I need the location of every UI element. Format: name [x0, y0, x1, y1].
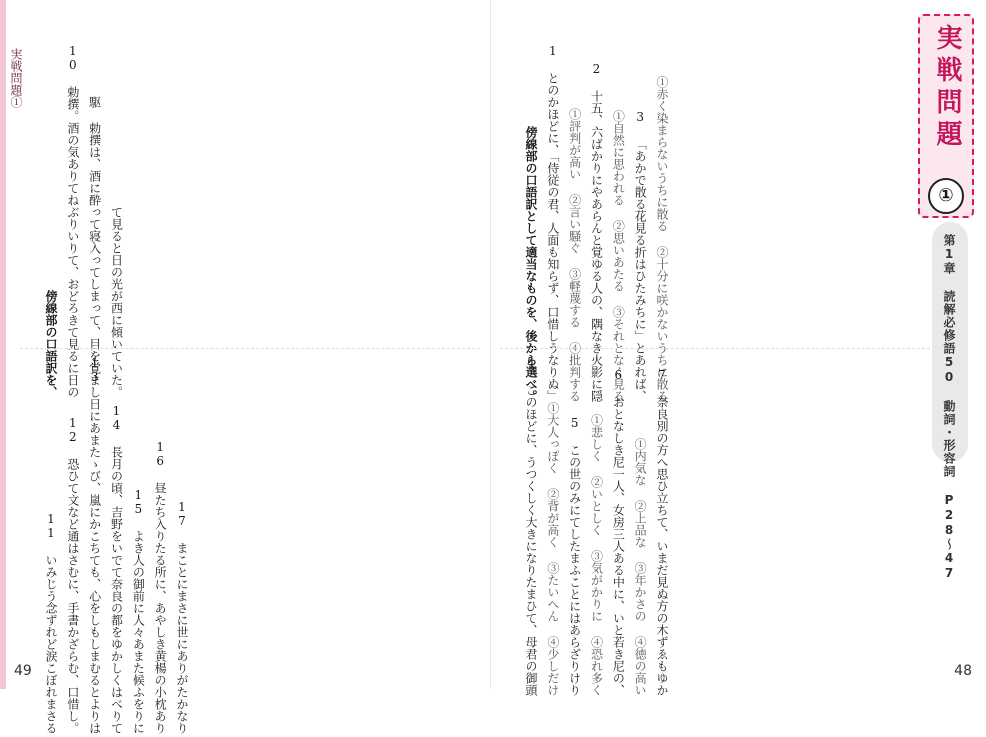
- left-top-item-3: て見ると日の光が西に傾いていた。: [109, 206, 124, 398]
- page-number-left: 49: [14, 663, 32, 679]
- left-bottom-item-15: 15 よき人の御前に人々あまた候ふをりに: [131, 488, 146, 734]
- right-bottom-block: [520, 356, 669, 696]
- gutter: [490, 0, 491, 689]
- right-instruction: 傍線部の口語訳として適当なものを、後から選べ。: [524, 126, 538, 402]
- right-top-item-3: 3 「あかで散る花見る折はひたみちに」とあれば、: [633, 110, 648, 402]
- left-bottom-item-12: 12 恐ひて文など通はさむに、手書かざらむ、口惜し。: [65, 416, 80, 734]
- right-bottom-item-4: 4 このほどに、うつくしく大きになりたまひて、母君の御頭: [524, 356, 538, 696]
- right-top-block: [520, 44, 669, 402]
- page-edge-left: [0, 0, 6, 689]
- right-answer-4: ①大人っぽく ②背が高く ③たいへん ④少しだけ: [545, 402, 560, 696]
- left-top-item-1: 10 勅撰。酒の気ありてねぶりいりて、おどろきて見るに日の: [65, 44, 80, 398]
- left-divider: [20, 348, 480, 349]
- right-bottom-item-6: 6 おとなしき尼一人、女房三人ある中に、いと若き尼の、: [611, 368, 626, 696]
- chapter-label: 第1章 読解必修語50 動詞・形容詞 P28〜47: [942, 234, 956, 581]
- left-bottom-item-17: 17 まことにまさに世にありがたかなり: [174, 500, 189, 734]
- right-answer-1: ①評判が高い ②言い騒ぐ ③軽蔑する ④批判する: [567, 108, 582, 402]
- section-tag: 実戦問題①: [9, 48, 23, 108]
- right-answer-3: ①赤く染まらないうちに散る ②十分に咲かないうちに散る: [654, 76, 669, 402]
- chapter-bar: [932, 222, 968, 581]
- left-top-item-2: 駆 勅撰は、酒に酔って寝入ってしまって、目を覚まし: [87, 96, 102, 398]
- title-number: ①: [928, 178, 964, 214]
- left-bottom-item-11: 11 いみじう念ずれど涙こぼれまさる: [44, 512, 58, 734]
- right-top-item-2: 2 十五、六ばかりにやあらんと覚ゆる人の、隅なき火影に隠: [589, 62, 604, 402]
- page-number-right: 48: [954, 663, 972, 679]
- left-bottom-item-13: 13 日にあまたゝび、嵐にかこちても、心をしもしまむるとよりは: [87, 356, 102, 734]
- right-bottom-item-5: 5 この世のみにてしたまふことにはあらざりけり: [567, 416, 582, 696]
- right-divider: [500, 348, 930, 349]
- left-top-block: [40, 44, 124, 398]
- right-bottom-item-7: 7 奈良別の方へ思ひ立ちて、いまだ見ぬ方の木ずゑもゆか: [654, 368, 669, 696]
- right-answer-5: ①悲しく ②いとしく ③気がかりに ④恐れ多く: [589, 414, 604, 696]
- left-bottom-item-16: 16 昼たち入りたる所に、あやしき黄楊の小枕あり: [153, 440, 168, 734]
- left-bottom-item-14: 14 長月の頃、吉野をいでて奈良の都をゆかしくはべりて: [109, 404, 124, 734]
- right-answer-2: ①自然に思われる ②思いあたる ③それとなく見る: [611, 110, 626, 402]
- left-bottom-block: [40, 356, 189, 734]
- right-top-item-1: 1 とのかほどに、「侍従の君、人面も知らず、口惜しうなりぬ」: [545, 44, 560, 402]
- title-text: 実戦問題: [932, 24, 962, 152]
- right-answer-6: ①内気な ②上品な ③年かさの ④徳の高い: [633, 438, 648, 696]
- left-instruction: 傍線部の口語訳を、: [44, 290, 58, 398]
